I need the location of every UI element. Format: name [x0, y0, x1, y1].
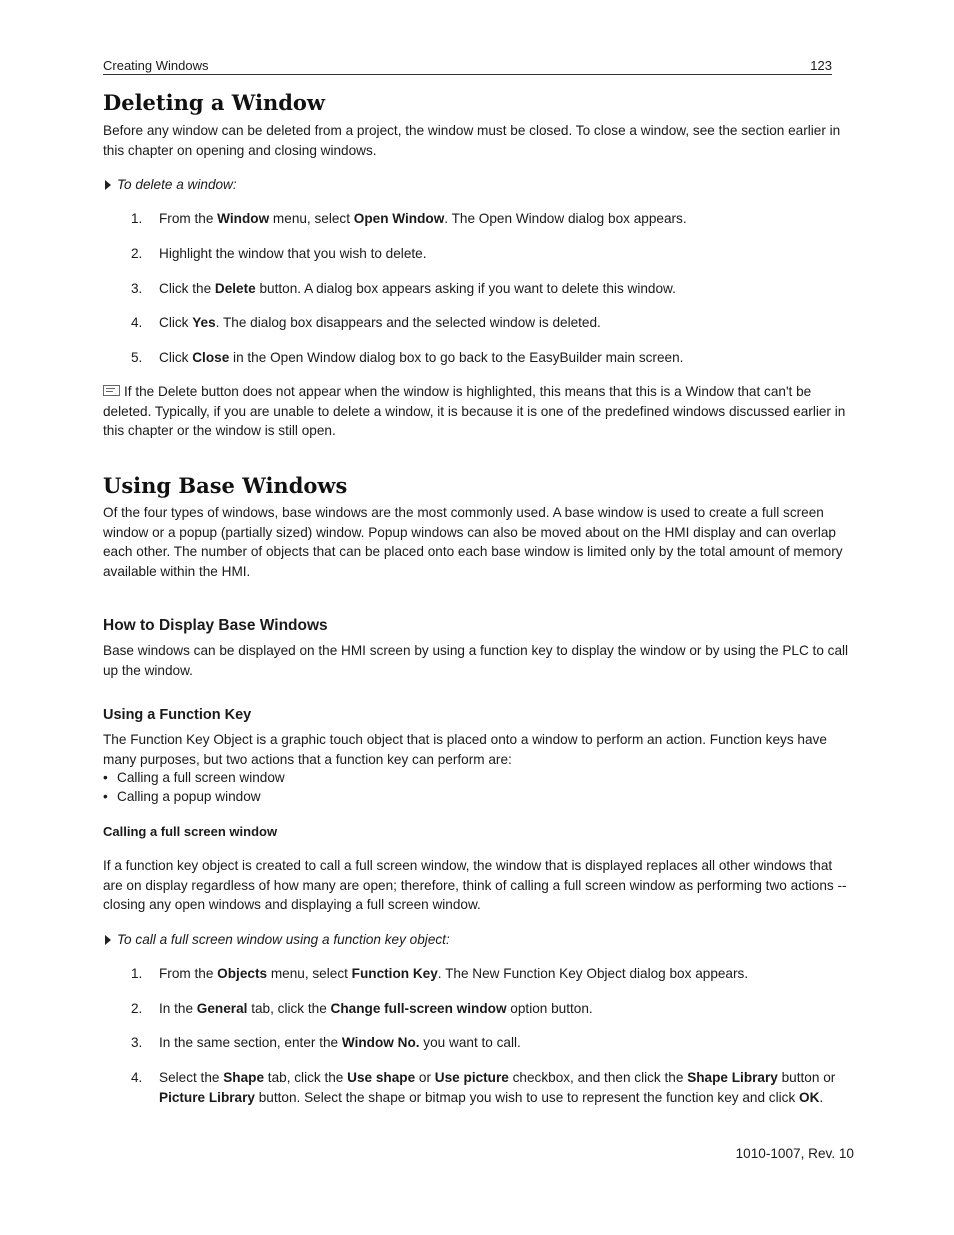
- step-emphasis: Close: [192, 350, 230, 365]
- step-emphasis: Function Key: [351, 966, 438, 981]
- step-fragment: Select the: [159, 1070, 224, 1085]
- step-emphasis: Change full-screen window: [330, 1001, 507, 1016]
- step-emphasis: Use shape: [347, 1070, 416, 1085]
- step-emphasis: Shape Library: [687, 1070, 778, 1085]
- step-fragment: tab, click the: [264, 1070, 348, 1085]
- step-emphasis: Shape: [223, 1070, 265, 1085]
- procedure-delete-window: [105, 175, 237, 194]
- running-header: [103, 58, 832, 75]
- step-emphasis: Window No.: [341, 1035, 420, 1050]
- step-text: [159, 348, 853, 368]
- step-text: [159, 1033, 853, 1053]
- step-number: 2.: [131, 246, 143, 261]
- step-fragment: . The dialog box disappears and the selected window is deleted.: [215, 315, 601, 330]
- function-key-text: The Function Key Object is a graphic touch object that is placed onto a window to perform an action. Function keys have many purposes, but two actions that a function key can perform are:: [103, 732, 827, 767]
- footer-doc-id: 1010-1007, Rev. 10: [735, 1146, 854, 1161]
- heading-calling-full-screen: Calling a full screen window: [103, 824, 278, 839]
- step-number: 2.: [131, 1001, 143, 1016]
- step-fragment: . The New Function Key Object dialog box appears.: [437, 966, 749, 981]
- step-emphasis: Delete: [214, 281, 256, 296]
- step-fragment: Click: [159, 315, 193, 330]
- step-emphasis: OK: [799, 1089, 820, 1105]
- step-number: 4.: [131, 315, 143, 330]
- step-text: [159, 279, 853, 299]
- step-text: [159, 1068, 853, 1107]
- step-fragment: menu, select: [269, 211, 354, 226]
- deleting-intro: Before any window can be deleted from a project, the window must be closed. To close a window, see the section earlier in this chapter on opening and closing windows.: [103, 123, 841, 158]
- step-fragment: In the same section, enter the: [159, 1035, 342, 1050]
- procedure-label: To call a full screen window using a function key object:: [117, 932, 450, 947]
- display-text: Base windows can be displayed on the HMI screen by using a function key to display the window or by using the PLC to call up the window.: [103, 643, 849, 678]
- step-fragment: button. A dialog box appears asking if you want to delete this window.: [255, 281, 676, 296]
- step-text: [159, 999, 853, 1019]
- heading-using-function-key: Using a Function Key: [103, 707, 252, 723]
- heading-deleting-a-window: Deleting a Window: [103, 90, 325, 115]
- procedure-arrow-icon: [105, 180, 111, 190]
- step-text: [159, 964, 853, 984]
- step-emphasis: Objects: [217, 966, 268, 981]
- step-emphasis: General: [196, 1001, 248, 1016]
- bullet-dot: •: [103, 789, 108, 804]
- step-fragment: Click: [159, 350, 193, 365]
- step-fragment: you want to call.: [419, 1035, 521, 1050]
- step-emphasis: Picture Library: [159, 1089, 255, 1105]
- header-page-number: 123: [810, 58, 832, 73]
- bullet-item: [103, 768, 285, 787]
- step-fragment: From the: [159, 211, 218, 226]
- step-fragment: button. Select the shape or bitmap you wish to use to represent the function key and click: [254, 1089, 800, 1105]
- procedure-arrow-icon: [105, 935, 111, 945]
- step-text: [159, 244, 853, 264]
- procedure-call-full-screen: [105, 930, 450, 949]
- step-fragment: checkbox, and then click the: [508, 1070, 688, 1085]
- heading-how-to-display: How to Display Base Windows: [103, 617, 328, 634]
- bullet-dot: •: [103, 770, 108, 785]
- step-emphasis: Yes: [192, 315, 216, 330]
- step-number: 1.: [131, 211, 143, 226]
- step-fragment: button or: [777, 1070, 836, 1085]
- note-text: If the Delete button does not appear when the window is highlighted, this means that this is a Window that can't be deleted. Typically, if you are unable to delete a window, it is because it is one of the predefined windows discussed earlier in this chapter or the window is still open.: [103, 384, 846, 438]
- step-fragment: or: [415, 1070, 435, 1085]
- step-fragment: . The Open Window dialog box appears.: [444, 211, 687, 226]
- step-number: 3.: [131, 1035, 143, 1050]
- step-emphasis: Window: [217, 211, 270, 226]
- step-fragment: Highlight the window that you wish to delete.: [159, 246, 427, 261]
- bullet-item: [103, 787, 261, 806]
- step-number: 3.: [131, 281, 143, 296]
- step-fragment: option button.: [506, 1001, 593, 1016]
- step-fragment: Click the: [159, 281, 215, 296]
- header-section-title: Creating Windows: [103, 58, 209, 73]
- step-fragment: in the Open Window dialog box to go back to the EasyBuilder main screen.: [229, 350, 684, 365]
- step-text: [159, 209, 853, 229]
- step-fragment: In the: [159, 1001, 197, 1016]
- step-number: 5.: [131, 350, 143, 365]
- procedure-label: To delete a window:: [117, 177, 237, 192]
- heading-using-base-windows: Using Base Windows: [103, 473, 348, 498]
- step-number: 1.: [131, 966, 143, 981]
- bullet-text: Calling a full screen window: [117, 770, 285, 785]
- delete-note: [103, 382, 853, 441]
- note-icon: [103, 385, 120, 396]
- step-fragment: From the: [159, 966, 218, 981]
- step-number: 4.: [131, 1070, 143, 1085]
- step-fragment: menu, select: [267, 966, 352, 981]
- step-text: [159, 313, 853, 333]
- base-intro: Of the four types of windows, base windows are the most commonly used. A base window is used to create a full screen window or a popup (partially sized) window. Popup windows can also be moved about on the HMI display and can overlap each other. The number of objects that can be placed onto each base window is limited only by the total amount of memory available within the HMI.: [103, 505, 843, 579]
- step-fragment: .: [819, 1089, 824, 1105]
- bullet-text: Calling a popup window: [117, 789, 261, 804]
- step-fragment: tab, click the: [247, 1001, 331, 1016]
- step-emphasis: Open Window: [353, 211, 445, 226]
- step-emphasis: Use picture: [434, 1070, 509, 1085]
- full-screen-text: If a function key object is created to call a full screen window, the window that is displayed replaces all other windows that are on display regardless of how many are open; therefore, think of calling a full screen window as performing two actions -- closing any open windows and displaying a full screen window.: [103, 858, 847, 912]
